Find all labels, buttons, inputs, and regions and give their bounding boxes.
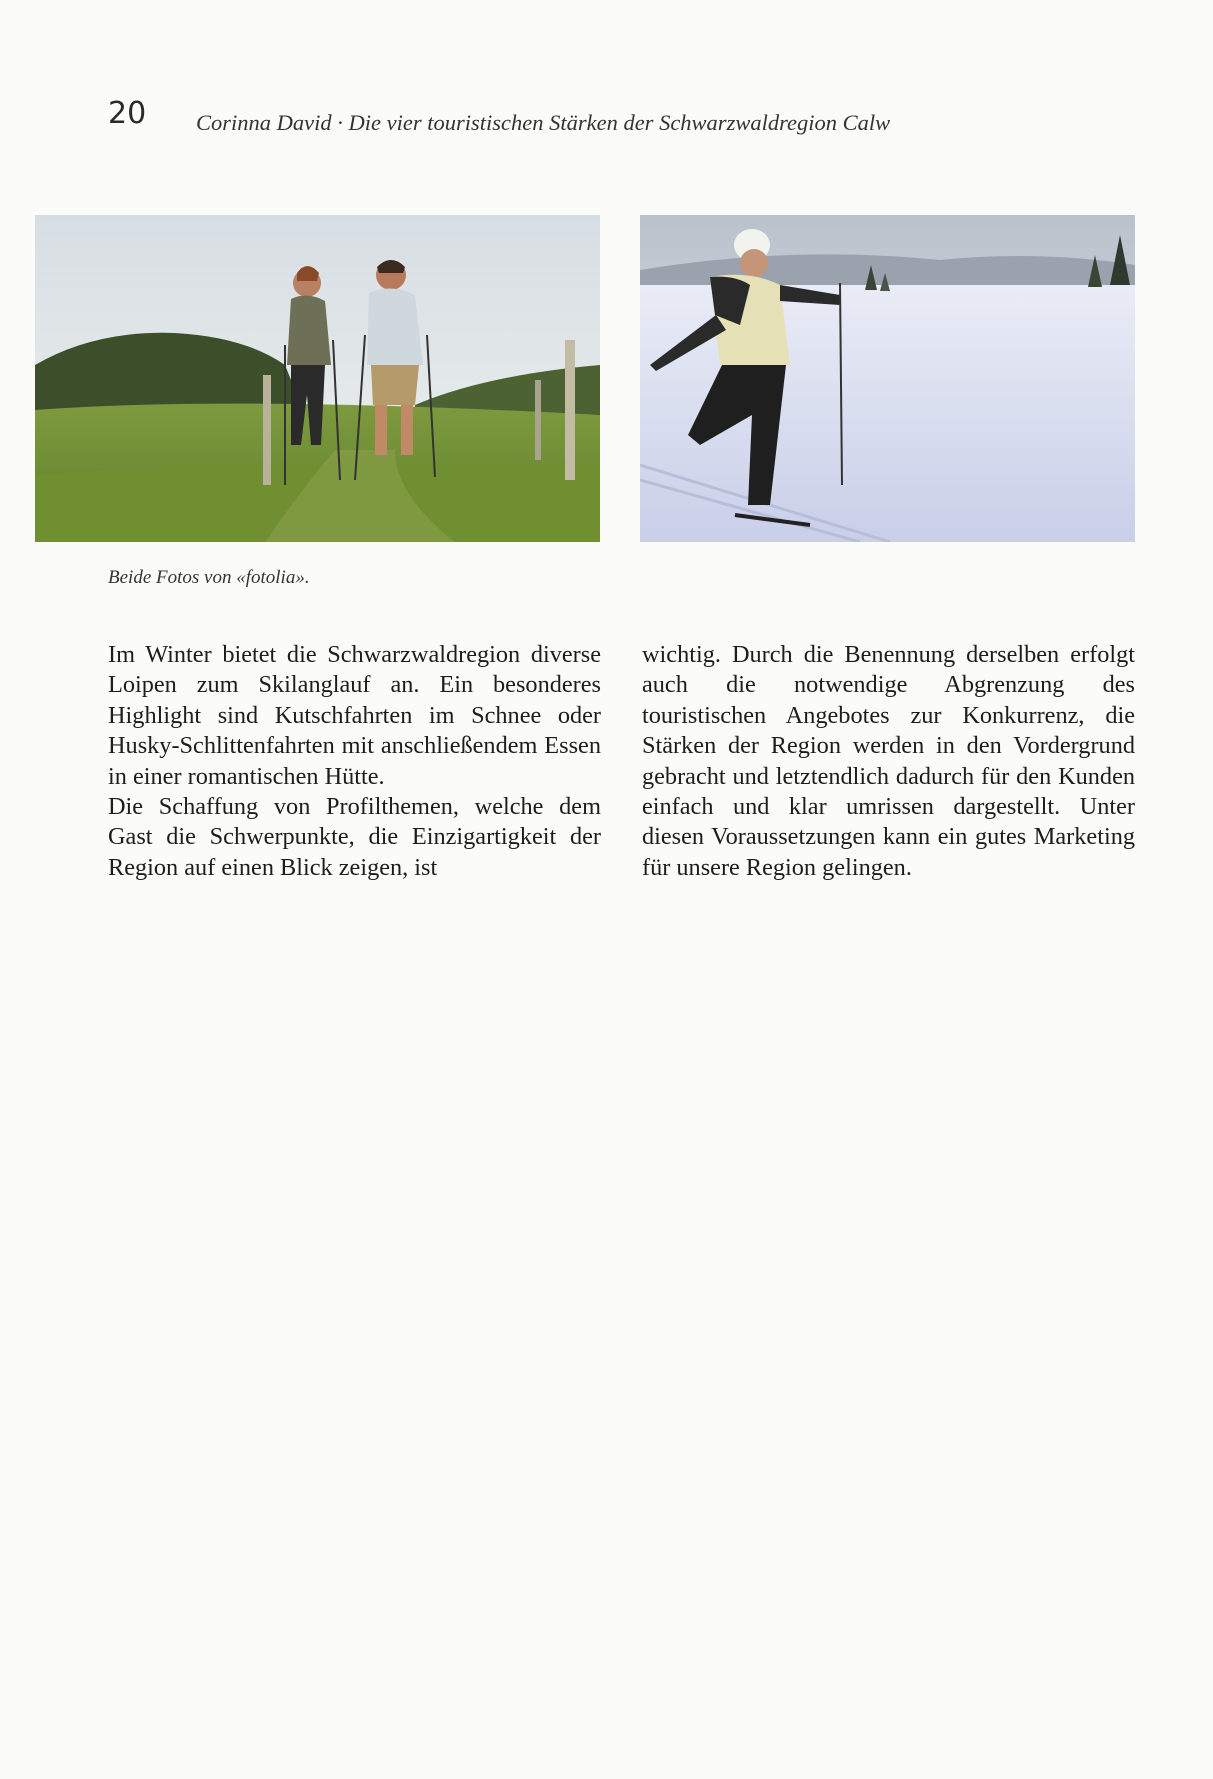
cross-country-skier-illustration bbox=[640, 215, 1135, 542]
figure-caption: Beide Fotos von «fotolia». bbox=[108, 567, 310, 588]
paragraph: Die Schaffung von Profilthemen, welche dem Gast die Schwerpunkte, die Einzigartigkeit der Region auf einen Blick zeigen, ist bbox=[108, 793, 601, 881]
running-head: Corinna David · Die vier touristischen Stärken der Schwarzwaldregion Calw bbox=[196, 110, 891, 135]
nordic-walking-illustration bbox=[35, 215, 600, 542]
paragraph: Im Winter bietet die Schwarzwaldregion diverse Loipen zum Skilanglauf an. Ein besonderes Highlight sind Kutschfahrten im Schnee oder Husky-Schlittenfahrten mit anschließendem Essen in einer romantischen Hütte. bbox=[108, 641, 601, 790]
body-column-right bbox=[642, 640, 1135, 883]
photo-cross-country-skier bbox=[640, 215, 1135, 542]
photo-nordic-walking bbox=[35, 215, 600, 542]
paragraph: wichtig. Durch die Benennung derselben erfolgt auch die notwendige Abgrenzung des touristischen Angebotes zur Konkurrenz, die Stärken der Region werden in den Vordergrund gebracht und letztendlich dadurch für den Kunden einfach und klar umrissen dargestellt. Unter diesen Voraussetzungen kann ein gutes Marketing für unsere Region gelingen. bbox=[642, 641, 1135, 881]
body-column-left bbox=[108, 640, 601, 883]
page-number: 20 bbox=[108, 96, 147, 131]
